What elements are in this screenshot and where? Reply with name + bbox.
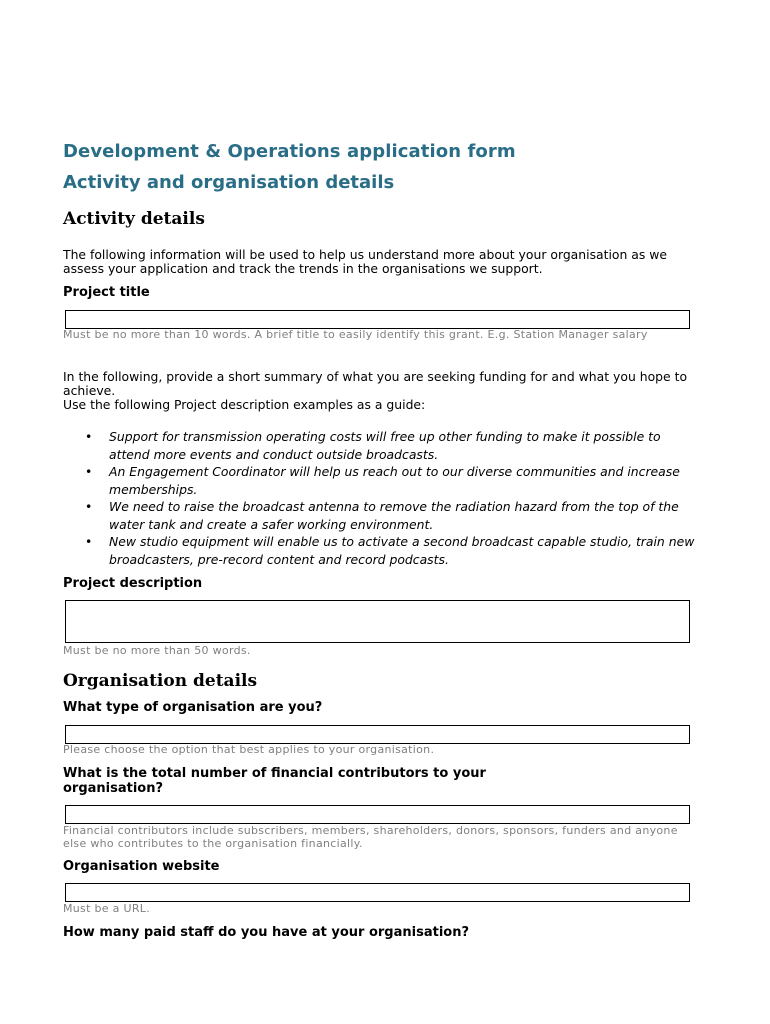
website-label: Organisation website <box>63 859 220 874</box>
project-description-examples <box>85 428 695 568</box>
example-text: We need to raise the broadcast antenna to remove the radiation hazard from the top of the water tank and create a safer working environment. <box>109 499 679 532</box>
organisation-type-select[interactable] <box>65 725 690 744</box>
summary-line-2: Use the following Project description examples as a guide: <box>63 397 426 412</box>
contributors-hint: Financial contributors include subscribers, members, shareholders, donors, sponsors, funders and anyone else who contributes to the organisation financially. <box>63 824 678 850</box>
contributors-label: What is the total number of financial contributors to your organisation? <box>63 766 486 796</box>
summary-instructions <box>63 370 693 412</box>
website-input[interactable] <box>65 883 690 902</box>
project-description-hint: Must be no more than 50 words. <box>63 644 251 657</box>
summary-line-1: In the following, provide a short summary of what you are seeking funding for and what you hope to achieve. <box>63 369 688 398</box>
project-description-label: Project description <box>63 576 203 591</box>
activity-intro: The following information will be used to help us understand more about your organisation as we assess your application and track the trends in the organisations we support. <box>63 247 668 276</box>
project-description-textarea[interactable] <box>65 600 690 643</box>
example-text: New studio equipment will enable us to activate a second broadcast capable studio, train new broadcasters, pre-record content and record podcasts. <box>109 534 695 567</box>
bullet-icon: • <box>85 534 93 549</box>
bullet-icon: • <box>85 429 93 444</box>
paid-staff-label: How many paid staff do you have at your organisation? <box>63 925 470 940</box>
bullet-icon: • <box>85 499 93 514</box>
organisation-type-hint: Please choose the option that best applies to your organisation. <box>63 743 435 756</box>
example-text: Support for transmission operating costs will free up other funding to make it possible to attend more events and conduct outside broadcasts. <box>109 429 661 462</box>
organisation-details-heading: Organisation details <box>63 671 258 691</box>
example-text: An Engagement Coordinator will help us reach out to our diverse communities and increase memberships. <box>109 464 680 497</box>
example-item <box>85 533 695 568</box>
example-item <box>85 463 695 498</box>
activity-details-heading: Activity details <box>63 209 205 229</box>
project-title-label: Project title <box>63 285 150 300</box>
organisation-type-label: What type of organisation are you? <box>63 700 323 715</box>
project-title-hint: Must be no more than 10 words. A brief title to easily identify this grant. E.g. Station Manager salary <box>63 328 648 341</box>
example-item <box>85 428 695 463</box>
bullet-icon: • <box>85 464 93 479</box>
project-title-input[interactable] <box>65 310 690 329</box>
website-hint: Must be a URL. <box>63 902 151 915</box>
example-item <box>85 498 695 533</box>
contributors-input[interactable] <box>65 805 690 824</box>
section-title: Activity and organisation details <box>63 172 395 193</box>
form-title: Development & Operations application form <box>63 141 516 162</box>
